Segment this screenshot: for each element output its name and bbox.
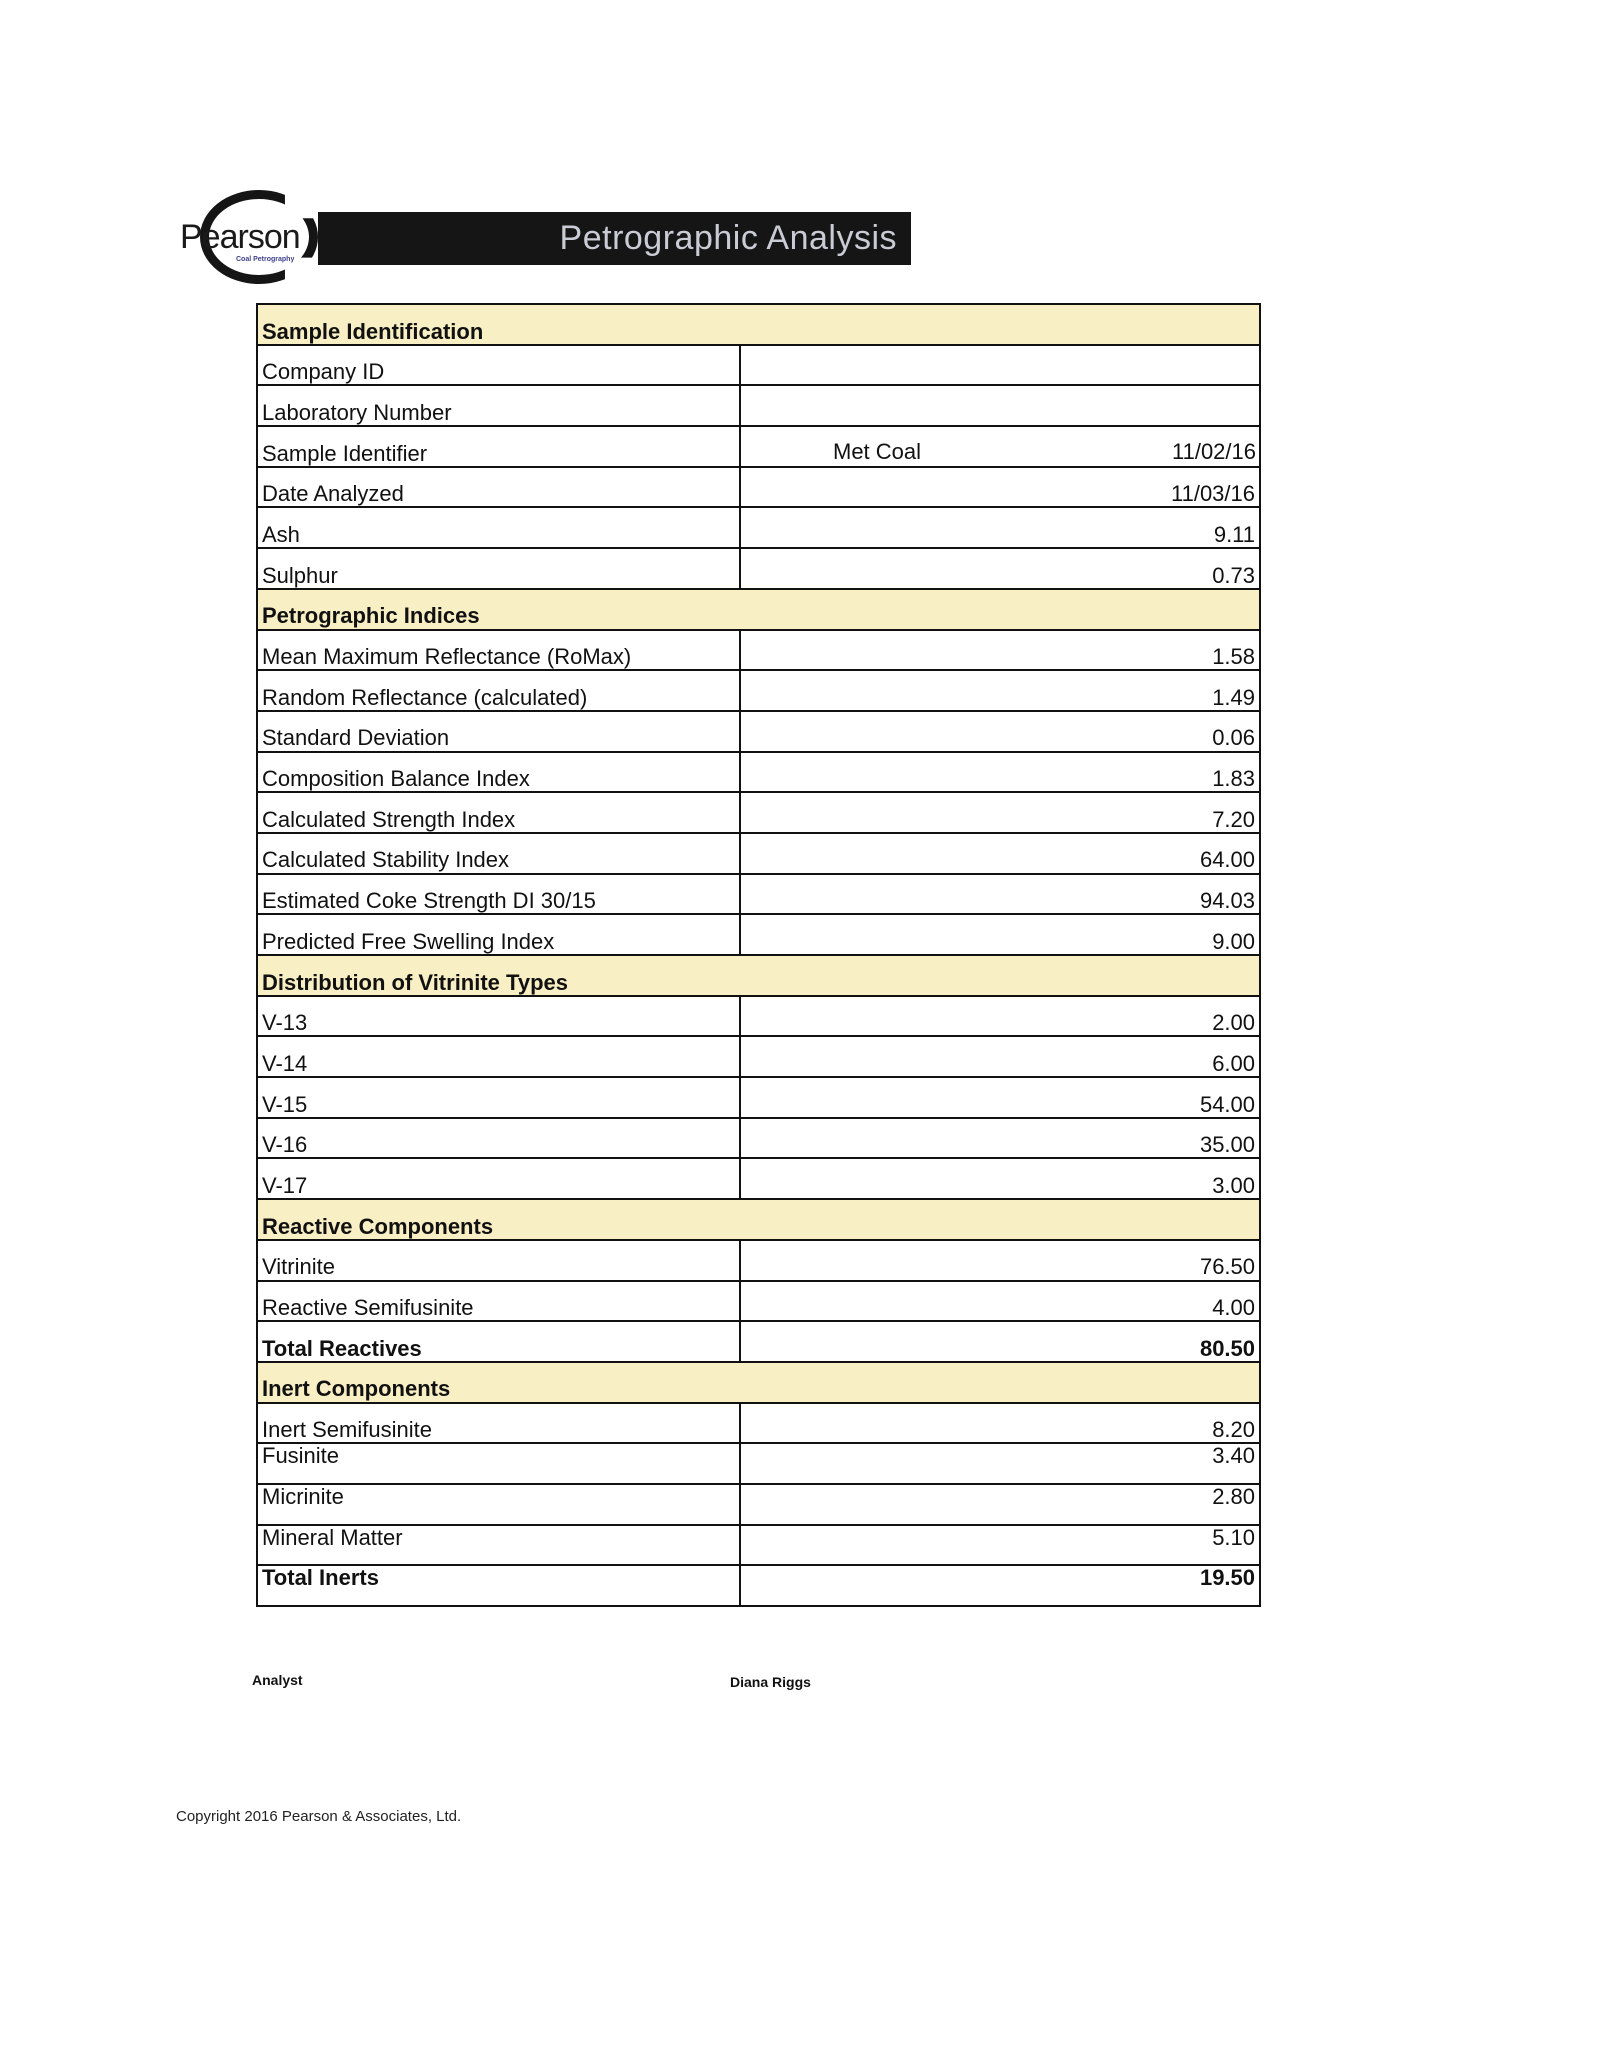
table-row (257, 507, 1260, 548)
table-row (257, 345, 1260, 386)
row-value: 1.49 (740, 670, 1260, 711)
section-header-petrographic-indices: Petrographic Indices (257, 589, 1260, 630)
row-value: 76.50 (740, 1240, 1260, 1281)
row-value: 0.06 (740, 711, 1260, 752)
row-value (740, 385, 1260, 426)
table-row (257, 385, 1260, 426)
row-label: Vitrinite (257, 1240, 740, 1281)
row-value: 6.00 (740, 1036, 1260, 1077)
row-label: V-14 (257, 1036, 740, 1077)
row-label: Calculated Strength Index (257, 792, 740, 833)
table-row (257, 630, 1260, 671)
row-label: Ash (257, 507, 740, 548)
table-row (257, 1158, 1260, 1199)
row-label: Estimated Coke Strength DI 30/15 (257, 874, 740, 915)
row-label: Composition Balance Index (257, 752, 740, 793)
row-label: Total Inerts (257, 1565, 740, 1606)
row-label: Random Reflectance (calculated) (257, 670, 740, 711)
sample-date: 11/02/16 (1172, 438, 1257, 464)
page-title-banner (318, 212, 911, 265)
row-value: 9.00 (740, 914, 1260, 955)
row-value: 2.80 (740, 1484, 1260, 1525)
row-label: Company ID (257, 345, 740, 386)
row-label: V-17 (257, 1158, 740, 1199)
row-value: 1.83 (740, 752, 1260, 793)
table-row (257, 711, 1260, 752)
table-row (257, 1403, 1260, 1444)
row-label: Standard Deviation (257, 711, 740, 752)
table-row (257, 752, 1260, 793)
row-label: Micrinite (257, 1484, 740, 1525)
row-label: Mean Maximum Reflectance (RoMax) (257, 630, 740, 671)
total-inerts-row (257, 1565, 1260, 1606)
table-row (257, 1443, 1260, 1484)
row-value: 2.00 (740, 996, 1260, 1037)
table-row (257, 874, 1260, 915)
row-value: 5.10 (740, 1525, 1260, 1566)
row-label: Sulphur (257, 548, 740, 589)
table-row (257, 1077, 1260, 1118)
row-label: V-15 (257, 1077, 740, 1118)
row-label: V-16 (257, 1118, 740, 1159)
row-value: 3.40 (740, 1443, 1260, 1484)
row-label: Sample Identifier (257, 426, 740, 467)
row-label: Reactive Semifusinite (257, 1281, 740, 1322)
row-label: Mineral Matter (257, 1525, 740, 1566)
section-header-sample-identification: Sample Identification (257, 304, 1260, 345)
row-value: 94.03 (740, 874, 1260, 915)
row-label: V-13 (257, 996, 740, 1037)
table-row (257, 996, 1260, 1037)
table-row (257, 426, 1260, 467)
table-row (257, 467, 1260, 508)
table-row (257, 548, 1260, 589)
section-header-inert-components: Inert Components (257, 1362, 1260, 1403)
section-header-vitrinite-distribution: Distribution of Vitrinite Types (257, 955, 1260, 996)
row-value: 64.00 (740, 833, 1260, 874)
sample-type: Met Coal (833, 438, 922, 464)
section-header-reactive-components: Reactive Components (257, 1199, 1260, 1240)
row-value: 8.20 (740, 1403, 1260, 1444)
copyright-notice: Copyright 2016 Pearson & Associates, Ltd. (176, 1808, 462, 1825)
logo-subtitle: Coal Petrography (236, 256, 295, 263)
row-label: Total Reactives (257, 1321, 740, 1362)
logo-text: Pearson (180, 218, 300, 256)
row-value: 54.00 (740, 1077, 1260, 1118)
row-value: 80.50 (740, 1321, 1260, 1362)
row-label: Fusinite (257, 1443, 740, 1484)
table-row (257, 1281, 1260, 1322)
table-row (257, 914, 1260, 955)
row-value (740, 426, 1260, 467)
row-value: 3.00 (740, 1158, 1260, 1199)
row-value: 0.73 (740, 548, 1260, 589)
row-value: 9.11 (740, 507, 1260, 548)
page-title: Petrographic Analysis (559, 219, 897, 257)
total-reactives-row (257, 1321, 1260, 1362)
table-row (257, 1484, 1260, 1525)
row-label: Date Analyzed (257, 467, 740, 508)
table-row (257, 1525, 1260, 1566)
row-value: 1.58 (740, 630, 1260, 671)
row-value: 4.00 (740, 1281, 1260, 1322)
row-label: Inert Semifusinite (257, 1403, 740, 1444)
table-row (257, 1240, 1260, 1281)
table-row (257, 792, 1260, 833)
table-row (257, 1118, 1260, 1159)
row-label: Predicted Free Swelling Index (257, 914, 740, 955)
analyst-name: Diana Riggs (730, 1674, 811, 1690)
row-value: 11/03/16 (740, 467, 1260, 508)
row-value (740, 345, 1260, 386)
pearson-logo (180, 190, 330, 290)
analyst-label: Analyst (252, 1672, 303, 1688)
row-value: 19.50 (740, 1565, 1260, 1606)
row-label: Laboratory Number (257, 385, 740, 426)
row-value: 7.20 (740, 792, 1260, 833)
row-label: Calculated Stability Index (257, 833, 740, 874)
row-value: 35.00 (740, 1118, 1260, 1159)
table-row (257, 833, 1260, 874)
table-row (257, 1036, 1260, 1077)
table-row (257, 670, 1260, 711)
petrographic-report-table (256, 303, 1261, 1607)
